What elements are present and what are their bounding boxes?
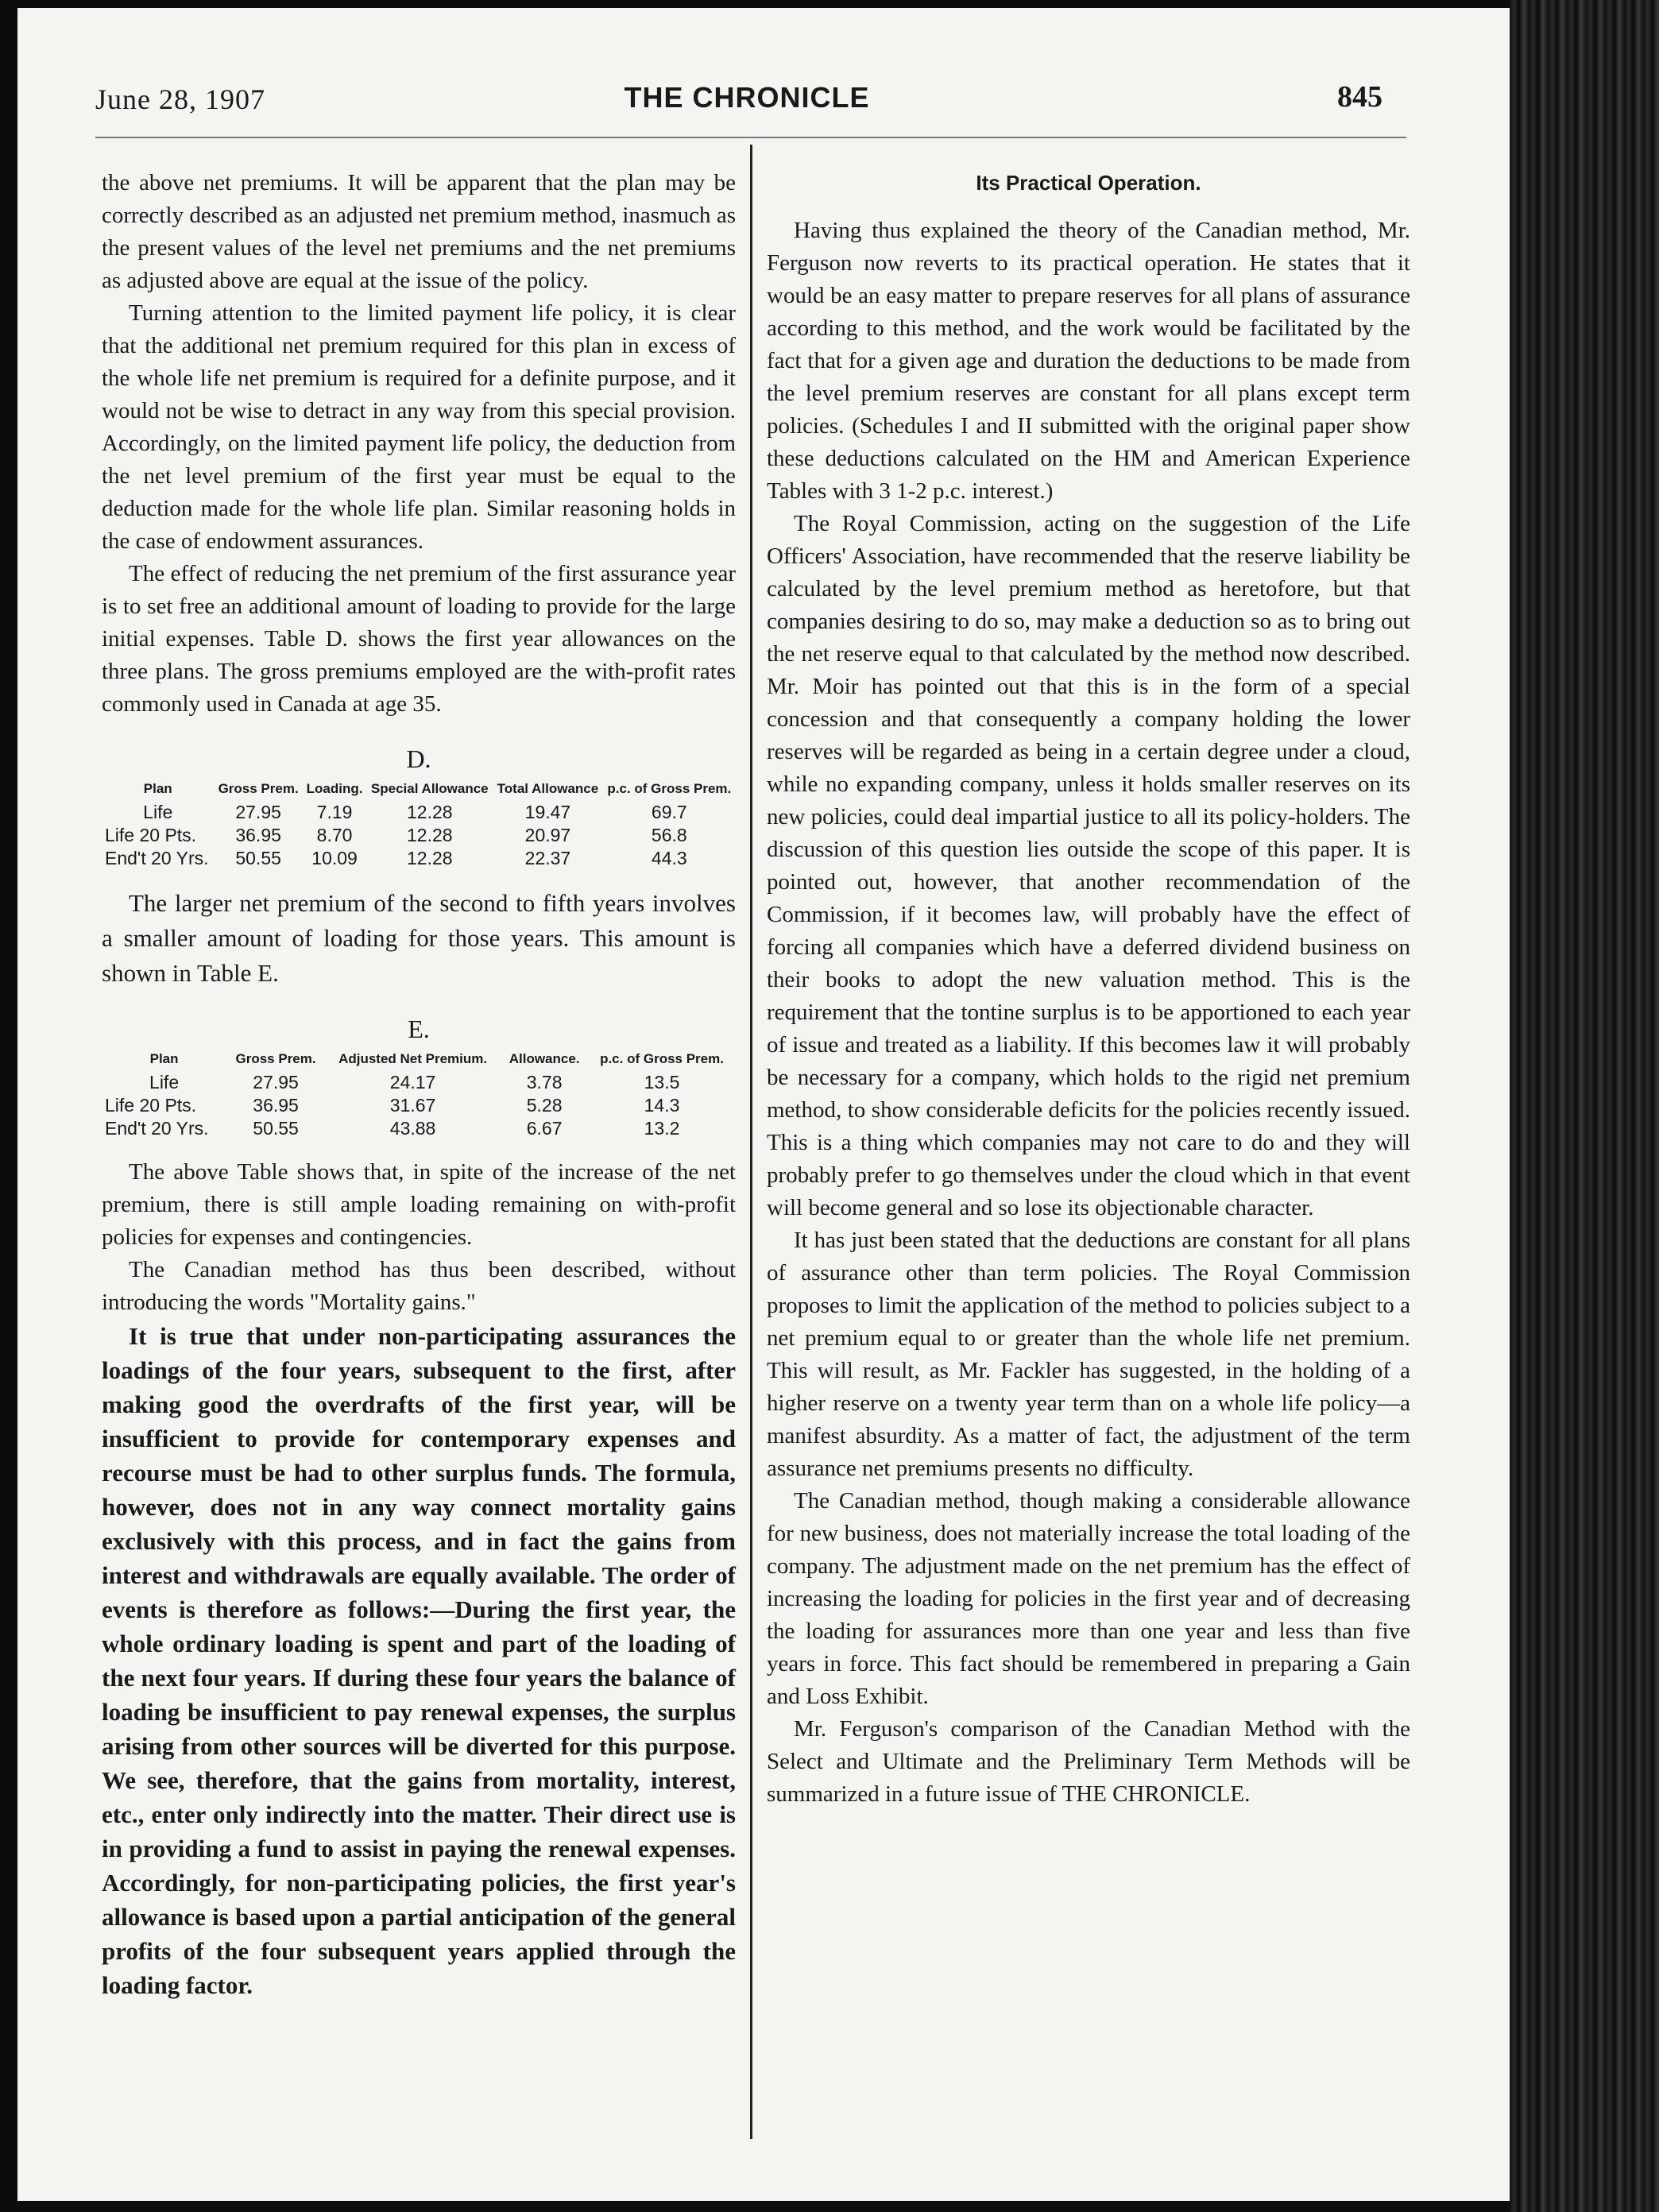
table-cell: 13.5	[644, 1072, 680, 1092]
table-e-caption: E.	[408, 1015, 430, 1043]
column-divider	[750, 145, 752, 2139]
column-header: Plan	[143, 781, 172, 796]
table-cell: 27.95	[253, 1072, 299, 1092]
column-header: Plan	[149, 1051, 179, 1066]
table-cell: 19.47	[524, 802, 571, 822]
paragraph: The Royal Commission, acting on the suggestion of the Life Officers' Association, have recommended that the reserve liability be calculated by the level premium method as heretofore, but that companies desiring to do so, may make a deduction so as to bring out the net reserve equal to that calculated by the method now described. Mr. Moir has pointed out that this is in the form of a special concession and that consequently a company holding the lower reserves will be regarded as being in a certain degree under a cloud, while no expanding company, unless it holds smaller reserves on its new policies, could deal impartial justice to all its policy-holders. The discussion of this question lies outside the scope of this paper. It is pointed out, however, that another recommendation of the Commission, if it becomes law, will probably have the effect of forcing all companies which have a deferred dividend business on their books to adopt the new valuation method. This is the requirement that the tontine surplus is to be apportioned to each year of issue and treated as a liability. If this becomes law it will probably be necessary for a company, which holds to the rigid net premium method, to show considerable deficits for the policies recently issued. This is a thing which companies may not care to do and they will probably prefer to go themselves under the cloud which in that event will become general and so lose its objectionable character.	[767, 511, 1410, 1220]
paragraph: Mr. Ferguson's comparison of the Canadian Method with the Select and Ultimate and the Preliminary Term Methods will be summarized in a future issue of THE CHRONICLE.	[767, 1716, 1410, 1807]
table-cell: 36.95	[235, 825, 281, 845]
header-date: June 28, 1907	[95, 83, 265, 115]
table-e-grid	[102, 1051, 736, 1140]
table-cell: 20.97	[524, 825, 571, 845]
table-d	[102, 741, 736, 870]
table-e-header-row	[102, 1051, 736, 1071]
table-cell: 3.78	[526, 1072, 563, 1092]
table-cell: End't 20 Yrs.	[105, 848, 209, 868]
book-spine-edge	[1510, 0, 1659, 2212]
table-cell: 12.28	[407, 825, 453, 845]
table-cell: 69.7	[651, 802, 687, 822]
table-row	[102, 1117, 736, 1140]
table-cell: 13.2	[644, 1118, 680, 1139]
table-cell: 7.19	[316, 802, 353, 822]
table-cell: 56.8	[651, 825, 687, 845]
table-cell: 43.88	[389, 1118, 436, 1139]
paragraph: The effect of reducing the net premium of the first assurance year is to set free an additional amount of loading to provide for the large initial expenses. Table D. shows the first year allowances on the three plans. The gross premiums employed are the with-profit rates commonly used in Canada at age 35.	[102, 561, 736, 717]
table-cell: 22.37	[524, 848, 571, 868]
paragraph-bold: It is true that under non-participating assurances the loadings of the four years, subsequent to the first, after making good the overdrafts of the first year, will be insufficient to provide for contemporary expenses and recourse must be had to other surplus funds. The formula, however, does not in any way connect mortality gains exclusively with this process, and in fact the gains from interest and withdrawals are equally available. The order of events is therefore as follows:—During the first year, the whole ordinary loading is spent and part of the loading of the next four years. If during these four years the balance of loading be insufficient to pay renewal expenses, the surplus arising from other sources will be diverted for this purpose. We see, therefore, that the gains from mortality, interest, etc., enter only indirectly into the matter. Their direct use is in providing a fund to assist in paying the renewal expenses. Accordingly, for non-participating policies, the first year's allowance is based upon a partial anticipation of the general profits of the four subsequent years applied through the loading factor.	[102, 1322, 736, 1999]
table-cell: 10.09	[311, 848, 358, 868]
table-cell: 12.28	[407, 802, 453, 822]
paragraph: The above Table shows that, in spite of the increase of the net premium, there is still ample loading remaining on with-profit policies for expenses and contingencies.	[102, 1159, 736, 1250]
table-cell: 36.95	[253, 1095, 299, 1116]
left-column	[102, 167, 736, 2002]
table-cell: 50.55	[235, 848, 281, 868]
paragraph: Turning attention to the limited payment life policy, it is clear that the additional net premium required for this plan in excess of the whole life net premium is required for a definite purpose, and it would not be wise to detract in any way from this special provision. Accordingly, on the limited payment life policy, the deduction from the net level premium of the first year must be equal to the deduction made for the whole life plan. Similar reasoning holds in the case of endowment assurances.	[102, 300, 736, 554]
column-header: Allowance.	[509, 1051, 580, 1066]
page-header	[87, 79, 1406, 127]
column-header: Adjusted Net Premium.	[338, 1051, 488, 1066]
table-d-header-row	[102, 781, 736, 801]
table-row	[102, 1094, 736, 1117]
table-cell: End't 20 Yrs.	[105, 1118, 209, 1139]
table-row	[102, 1071, 736, 1094]
header-rule	[95, 137, 1406, 138]
column-header: Gross Prem.	[218, 781, 299, 796]
paragraph: the above net premiums. It will be apparent that the plan may be correctly described as an adjusted net premium method, inasmuch as the present values of the level net premiums and the net premiums as adjusted above are equal at the issue of the policy.	[102, 170, 736, 293]
paragraph: Having thus explained the theory of the Canadian method, Mr. Ferguson now reverts to its practical operation. He states that it would be an easy matter to prepare reserves for all plans of assurance according to this method, and the work would be facilitated by the fact that for a given age and duration the deductions to be made from the level premium reserves are constant for all plans except term policies. (Schedules I and II submitted with the original paper show these deductions calculated on the HM and American Experience Tables with 3 1-2 p.c. interest.)	[767, 218, 1410, 504]
table-cell: 8.70	[316, 825, 353, 845]
table-cell: 31.67	[389, 1095, 436, 1116]
table-cell: 27.95	[235, 802, 281, 822]
table-e	[102, 1011, 736, 1140]
table-cell: 44.3	[651, 848, 687, 868]
table-cell: 24.17	[389, 1072, 436, 1092]
column-header: Gross Prem.	[235, 1051, 316, 1066]
table-cell: 5.28	[526, 1095, 563, 1116]
table-cell: Life	[149, 1072, 180, 1092]
right-column	[767, 167, 1410, 1811]
table-d-grid	[102, 781, 736, 870]
table-cell: 50.55	[253, 1118, 299, 1139]
column-header: Total Allowance	[497, 781, 599, 796]
table-cell: 14.3	[644, 1095, 680, 1116]
paragraph: The Canadian method has thus been described, without introducing the words "Mortality gains."	[102, 1257, 736, 1315]
table-cell: 6.67	[526, 1118, 563, 1139]
table-d-caption: D.	[406, 744, 431, 773]
table-cell: 12.28	[407, 848, 453, 868]
table-row	[102, 847, 736, 870]
table-cell: Life	[143, 802, 173, 822]
paragraph: It has just been stated that the deductions are constant for all plans of assurance other than term policies. The Royal Commission proposes to limit the application of the method to policies subject to a net premium equal to or greater than the whole life net premium. This will result, as Mr. Fackler has suggested, in the holding of a higher reserve on a twenty year term than on a whole life policy—a manifest absurdity. As a matter of fact, the adjustment of the term assurance net premiums presents no difficulty.	[767, 1228, 1410, 1481]
column-header: Special Allowance	[370, 781, 489, 796]
column-header: Loading.	[306, 781, 363, 796]
table-cell: Life 20 Pts.	[105, 1095, 197, 1116]
table-row	[102, 824, 736, 847]
table-row	[102, 801, 736, 824]
header-title: THE CHRONICLE	[624, 81, 870, 114]
column-header: p.c. of Gross Prem.	[607, 781, 732, 796]
paragraph: The Canadian method, though making a considerable allowance for new business, does not materially increase the total loading of the company. The adjustment made on the net premium has the effect of increasing the loading for policies in the first year and of decreasing the loading for assurances more than one year and less than five years in force. This fact should be remembered in preparing a Gain and Loss Exhibit.	[767, 1488, 1410, 1709]
column-header: p.c. of Gross Prem.	[600, 1051, 724, 1066]
section-heading: Its Practical Operation.	[976, 171, 1201, 195]
header-page-number: 845	[1337, 80, 1382, 114]
table-cell: Life 20 Pts.	[105, 825, 197, 845]
paragraph: The larger net premium of the second to fifth years involves a smaller amount of loading for those years. This amount is shown in Table E.	[102, 889, 736, 987]
